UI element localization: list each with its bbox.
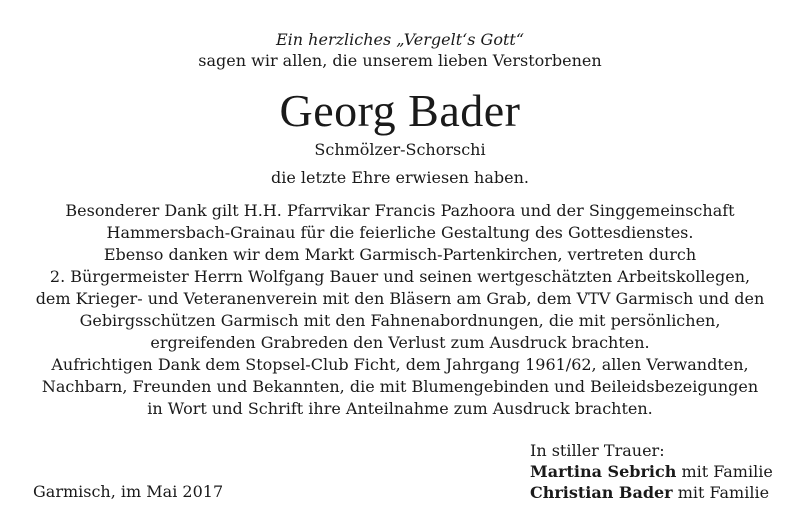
mourner-suffix: mit Familie [676,462,773,481]
paragraph-line: Aufrichtigen Dank dem Stopsel-Club Ficht, dem Jahrgang 1961/62, allen Verwandten, [51,355,749,374]
paragraph-line: ergreifenden Grabreden den Verlust zum Ausdruck brachten. [150,333,650,352]
paragraph-line: dem Krieger- und Veteranenverein mit den Bläsern am Grab, dem VTV Garmisch und den [35,289,765,308]
honor-line: die letzte Ehre erwiesen haben. [271,168,529,187]
thanks-paragraph-clergy [20,200,780,244]
mourner-name: Christian Bader [530,483,673,502]
deceased-nickname: Schmölzer-Schorschi [314,140,486,159]
thanks-paragraph-municipality [20,244,780,354]
place-date: Garmisch, im Mai 2017 [33,482,224,501]
thanks-intro: sagen wir allen, die unserem lieben Verstorbenen [198,51,602,70]
thanks-heading: Ein herzliches „Vergelt‘s Gott“ [275,30,524,49]
deceased-name: Georg Bader [279,85,521,136]
mourner-line [530,482,773,503]
mourner-line [530,461,773,482]
paragraph-line: Hammersbach-Grainau für die feierliche Gestaltung des Gottesdienstes. [106,223,694,242]
paragraph-line: Nachbarn, Freunden und Bekannten, die mit Blumengebinden und Beileidsbezeigungen [41,377,759,396]
paragraph-line: Ebenso danken wir dem Markt Garmisch-Partenkirchen, vertreten durch [103,245,697,264]
mourner-name: Martina Sebrich [530,462,677,481]
thanks-paragraph-friends [20,354,780,420]
mourning-label: In stiller Trauer: [530,441,665,460]
paragraph-line: 2. Bürgermeister Herrn Wolfgang Bauer und seinen wertgeschätzten Arbeitskollegen, [49,267,751,286]
paragraph-line: Besonderer Dank gilt H.H. Pfarrvikar Francis Pazhoora und der Singgemeinschaft [65,201,735,220]
mourner-suffix: mit Familie [672,483,770,502]
paragraph-line: in Wort und Schrift ihre Anteilnahme zum Ausdruck brachten. [147,399,653,418]
paragraph-line: Gebirgsschützen Garmisch mit den Fahnenabordnungen, die mit persönlichen, [79,311,721,330]
mourners-block [530,440,773,503]
